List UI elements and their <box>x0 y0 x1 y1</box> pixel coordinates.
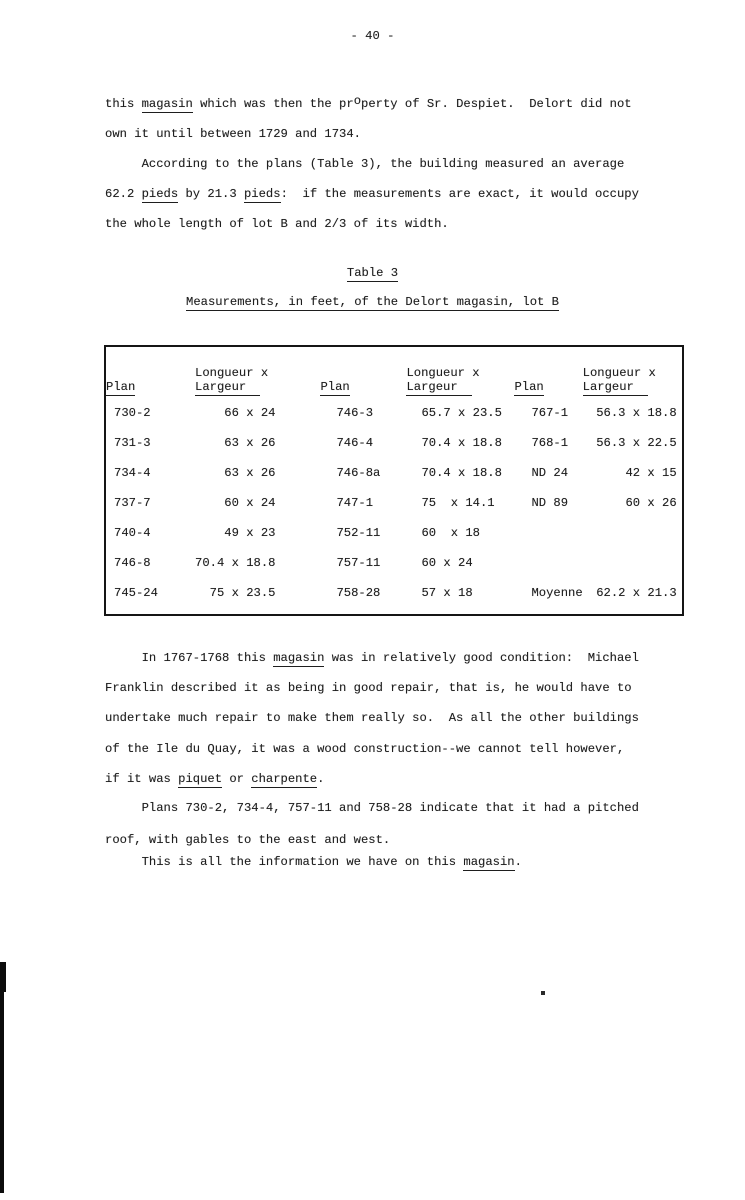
page-number: - 40 - <box>350 29 395 43</box>
body-line: roof, with gables to the east and west. <box>105 833 391 847</box>
table-cell: ND 24 <box>531 466 569 480</box>
table-cell: 746-8 <box>114 556 151 570</box>
table-header-row <box>105 346 683 401</box>
body-line: own it until between 1729 and 1734. <box>105 127 361 141</box>
table-cell: 745-24 <box>114 586 158 600</box>
table-cell <box>514 551 582 581</box>
table-row <box>105 551 683 581</box>
table-cell: 70.4 x 18.8 <box>421 466 502 480</box>
table-cell: 768-1 <box>531 436 569 450</box>
table-cell: 758-28 <box>336 586 381 600</box>
table-title-text: Table 3 <box>346 266 399 280</box>
body-line: of the Ile du Quay, it was a wood construction--we cannot tell however, <box>105 742 625 756</box>
table-cell: 56.3 x 22.5 <box>596 436 677 450</box>
body-line: Plans 730-2, 734-4, 757-11 and 758-28 indicate that it had a pitched <box>105 801 639 815</box>
table-cell: 746-4 <box>336 436 374 450</box>
table-subtitle-text: Measurements, in feet, of the Delort magasin, lot B <box>186 295 559 309</box>
table-cell: 746-3 <box>336 406 374 420</box>
body-line: Franklin described it as being in good repair, that is, he would have to <box>105 681 632 695</box>
table-header-cell: Longueur x Largeur <box>406 366 480 394</box>
table-cell: 65.7 x 23.5 <box>421 406 502 420</box>
measurements-table <box>104 345 684 616</box>
table-header-cell: Plan <box>514 380 544 394</box>
body-line: According to the plans (Table 3), the building measured an average <box>105 157 625 171</box>
table-row <box>105 491 683 521</box>
scan-artifact-left-bar <box>0 990 4 1193</box>
body-line: This is all the information we have on this magasin. <box>105 855 522 869</box>
body-line: the whole length of lot B and 2/3 of its width. <box>105 217 449 231</box>
table-row <box>105 581 683 615</box>
table-row <box>105 401 683 431</box>
table-cell: 57 x 18 <box>421 586 473 600</box>
scan-artifact-speck <box>541 991 545 995</box>
table-cell: 63 x 26 <box>224 436 276 450</box>
table-cell: 62.2 x 21.3 <box>596 586 677 600</box>
body-line: In 1767-1768 this magasin was in relatively good condition: Michael <box>105 651 639 665</box>
table-cell: 75 x 23.5 <box>209 586 276 600</box>
table-header-cell: Longueur x Largeur <box>582 366 656 394</box>
table-cell: 49 x 23 <box>224 526 276 540</box>
table-cell: 63 x 26 <box>224 466 276 480</box>
body-line: if it was piquet or charpente. <box>105 772 325 786</box>
table-cell: ND 89 <box>531 496 569 510</box>
table-row <box>105 431 683 461</box>
table-cell: 746-8a <box>336 466 381 480</box>
table-cell: 60 x 18 <box>421 526 480 540</box>
table-subtitle <box>0 294 745 311</box>
table-cell: 75 x 14.1 <box>421 496 495 510</box>
table-row <box>105 461 683 491</box>
table-cell: 70.4 x 18.8 <box>421 436 502 450</box>
table-cell <box>583 551 683 581</box>
table-cell: 767-1 <box>531 406 569 420</box>
table-cell: 752-11 <box>336 526 381 540</box>
table-cell: 70.4 x 18.8 <box>195 556 276 570</box>
table-cell: 734-4 <box>114 466 151 480</box>
table-cell: 737-7 <box>114 496 151 510</box>
table-cell: 740-4 <box>114 526 151 540</box>
table-cell: 66 x 24 <box>224 406 276 420</box>
table-row <box>105 521 683 551</box>
table-cell <box>583 521 683 551</box>
table-header-cell: Plan <box>320 380 350 394</box>
table-cell: 60 x 26 <box>625 496 677 510</box>
table-cell: 56.3 x 18.8 <box>596 406 677 420</box>
body-line: undertake much repair to make them really so. As all the other buildings <box>105 711 639 725</box>
table-cell: 42 x 15 <box>625 466 677 480</box>
table-cell: 60 x 24 <box>224 496 276 510</box>
table-title <box>0 265 745 282</box>
table-cell <box>514 521 582 551</box>
body-line: this magasin which was then the property of Sr. Despiet. Delort did not <box>105 94 632 111</box>
table-header-cell: Longueur x Largeur <box>195 366 269 394</box>
table-header-cell: Plan <box>106 380 136 394</box>
table-cell: 60 x 24 <box>421 556 473 570</box>
table-cell: Moyenne <box>531 586 583 600</box>
table-cell: 730-2 <box>114 406 151 420</box>
table-cell: 731-3 <box>114 436 151 450</box>
table-cell: 747-1 <box>336 496 374 510</box>
scan-artifact-left-bar-head <box>0 962 6 992</box>
table-cell: 757-11 <box>336 556 381 570</box>
body-line: 62.2 pieds by 21.3 pieds: if the measurements are exact, it would occupy <box>105 187 639 201</box>
